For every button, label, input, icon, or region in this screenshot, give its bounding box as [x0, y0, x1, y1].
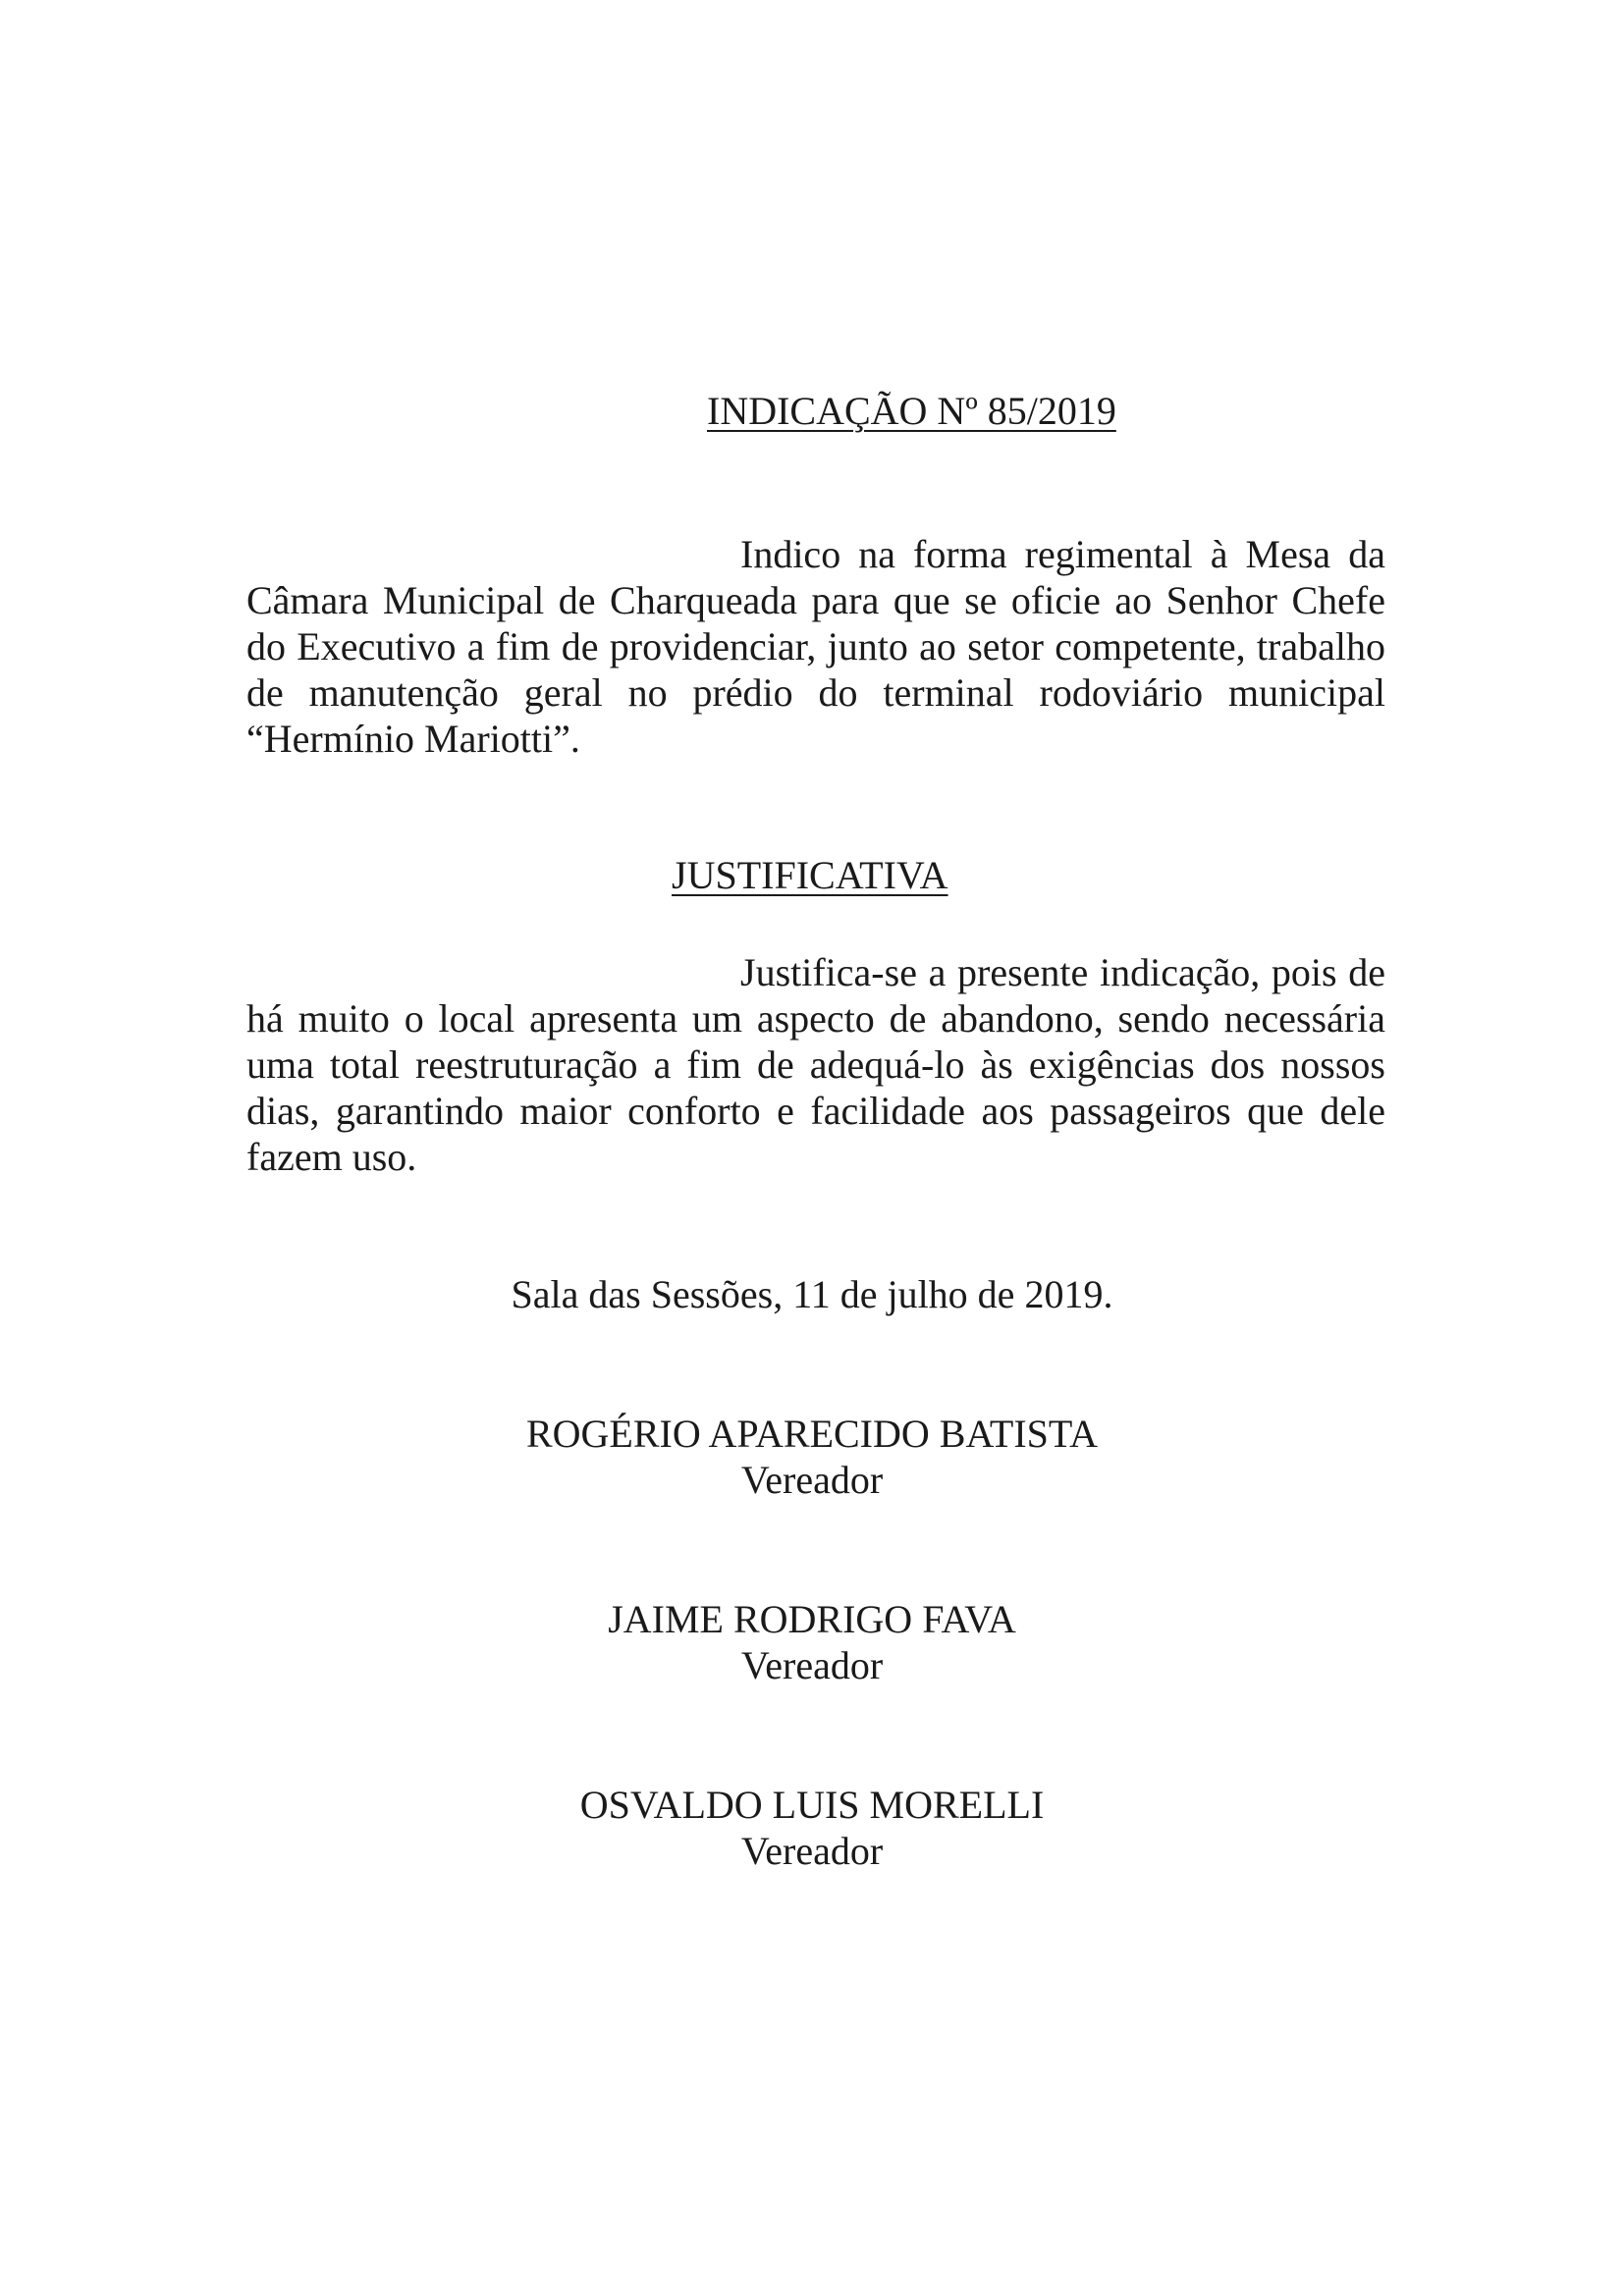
signatory-role: Vereador: [740, 1829, 884, 1873]
signatory-name: ROGÉRIO APARECIDO BATISTA: [525, 1412, 1099, 1456]
signature-block: [0, 1782, 1624, 1874]
signatory-role: Vereador: [740, 1458, 884, 1502]
signatory-role: Vereador: [740, 1643, 884, 1687]
signature-block: [0, 1411, 1624, 1503]
document-title: INDICAÇÃO Nº 85/2019: [707, 389, 1116, 433]
signatory-name: JAIME RODRIGO FAVA: [608, 1597, 1016, 1641]
session-date-line: Sala das Sessões, 11 de julho de 2019.: [511, 1272, 1113, 1316]
signatory-name: OSVALDO LUIS MORELLI: [579, 1783, 1045, 1827]
justification-paragraph: Justifica-se a presente indicação, pois de há muito o local apresenta um aspecto de abandono, sendo necessária uma total reestruturação a fim de adequá-lo às exigências dos nossos dias, garantindo maior conforto e facilidade aos passageiros que dele fazem uso.: [246, 950, 1385, 1179]
signature-block: [0, 1596, 1624, 1688]
indication-paragraph: Indico na forma regimental à Mesa da Câmara Municipal de Charqueada para que se oficie ao Senhor Chefe do Executivo a fim de providenciar, junto ao setor competente, trabalho de manutenção geral no prédio do terminal rodoviário municipal “Hermínio Mariotti”.: [246, 532, 1385, 761]
justification-heading: JUSTIFICATIVA: [672, 853, 948, 897]
